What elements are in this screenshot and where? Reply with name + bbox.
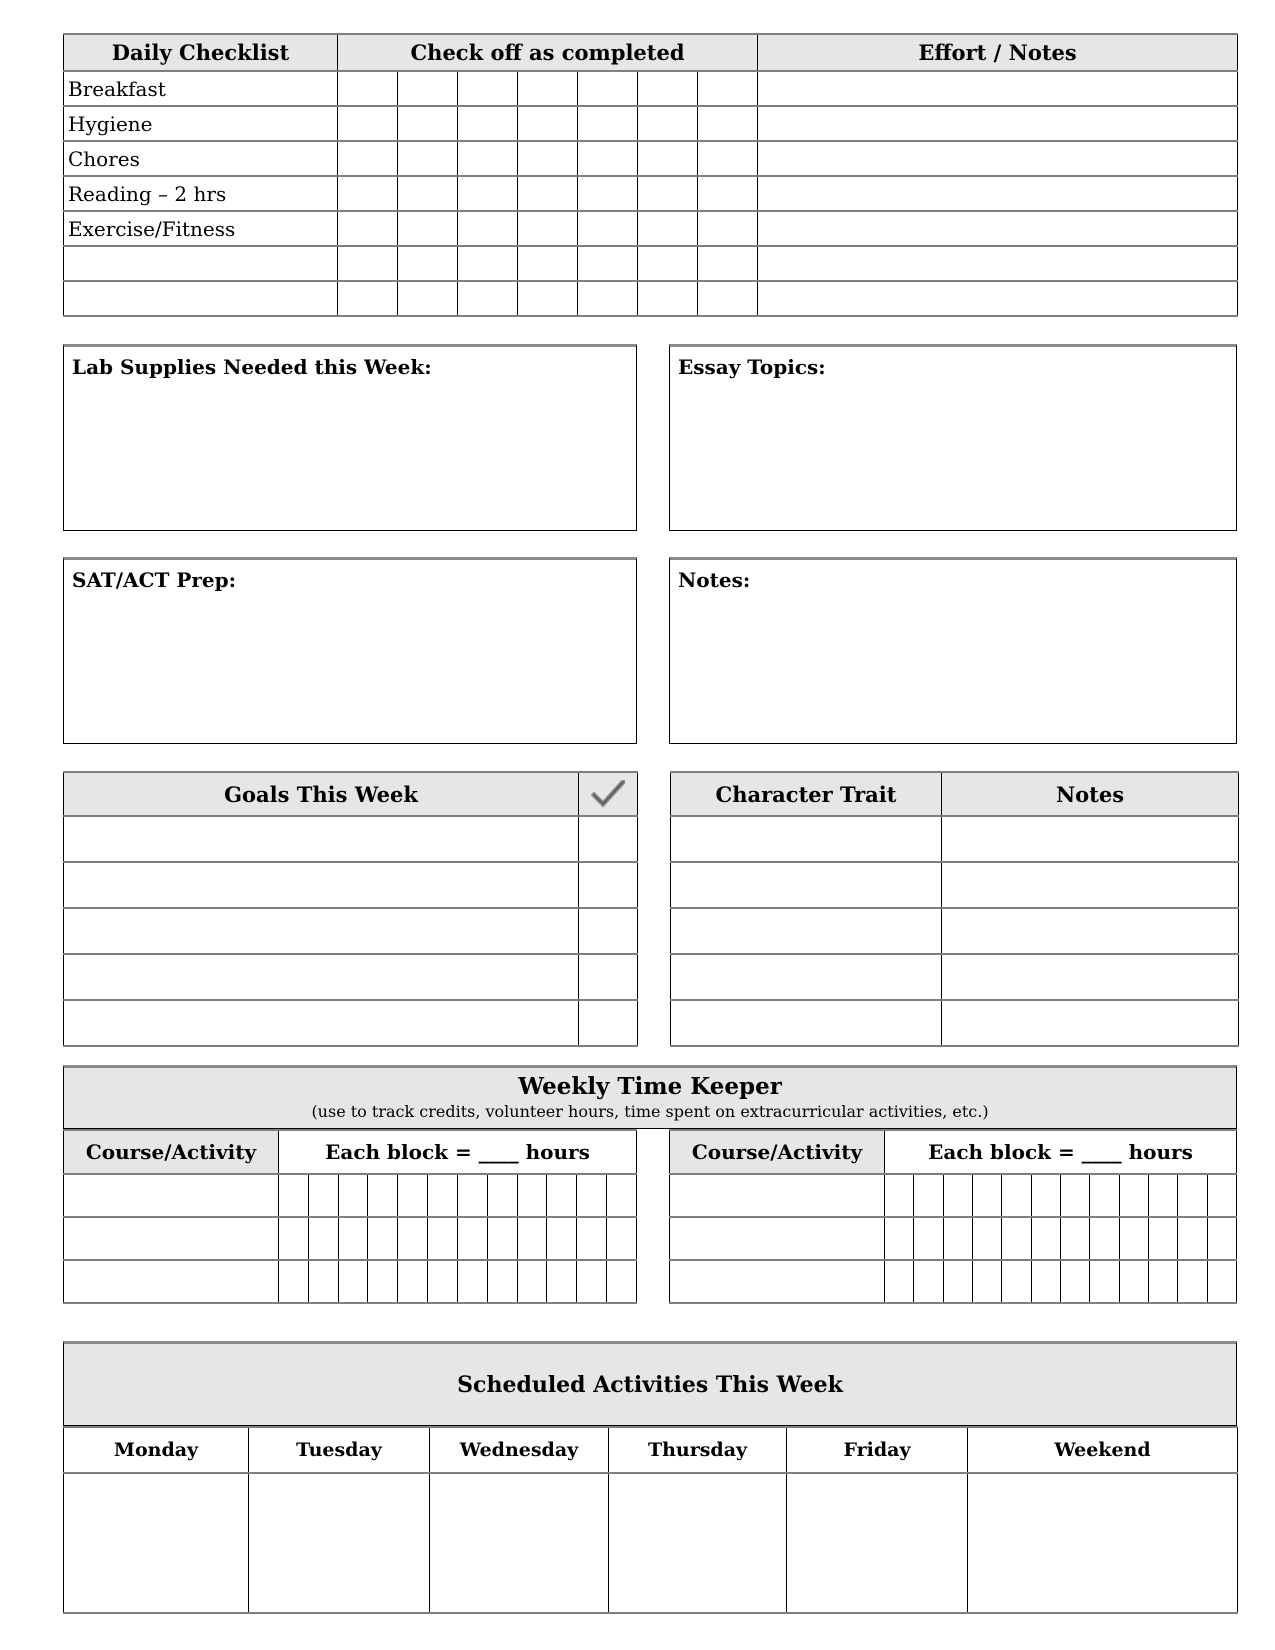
time-block-cell[interactable] — [972, 1217, 1001, 1260]
daily-checklist-table — [63, 33, 1238, 317]
time-block-cell[interactable] — [885, 1260, 914, 1303]
notes-title: Notes: — [678, 568, 751, 592]
check-cell[interactable] — [638, 246, 698, 281]
check-cell[interactable] — [338, 106, 398, 141]
course-cell[interactable] — [670, 1217, 885, 1260]
each-block-header: Each block = ____ hours — [885, 1130, 1237, 1174]
day-header-monday: Monday — [64, 1427, 249, 1473]
check-cell[interactable] — [638, 141, 698, 176]
check-cell[interactable] — [398, 246, 458, 281]
time-keeper-subtitle: (use to track credits, volunteer hours, time spent on extracurricular activities, etc.) — [311, 1102, 989, 1121]
checklist-item-label: Reading – 2 hrs — [64, 176, 338, 211]
check-cell[interactable] — [698, 71, 758, 106]
trait-cell[interactable] — [671, 954, 942, 1000]
lab-supplies-title: Lab Supplies Needed this Week: — [72, 355, 432, 379]
time-block-cell[interactable] — [577, 1217, 607, 1260]
time-keeper-title: Weekly Time Keeper — [518, 1073, 782, 1100]
time-block-cell[interactable] — [487, 1260, 517, 1303]
day-activities-cell[interactable] — [787, 1473, 968, 1613]
time-block-cell[interactable] — [487, 1217, 517, 1260]
time-block-cell[interactable] — [308, 1217, 338, 1260]
day-activities-cell[interactable] — [968, 1473, 1238, 1613]
scheduled-activities-table — [63, 1426, 1238, 1614]
check-cell[interactable] — [338, 246, 398, 281]
check-cell[interactable] — [458, 71, 518, 106]
course-activity-header: Course/Activity — [670, 1130, 885, 1174]
course-cell[interactable] — [64, 1174, 279, 1217]
check-cell[interactable] — [698, 106, 758, 141]
check-cell[interactable] — [518, 246, 578, 281]
time-block-cell[interactable] — [398, 1260, 428, 1303]
time-block-cell[interactable] — [1002, 1217, 1031, 1260]
check-cell[interactable] — [458, 106, 518, 141]
essay-topics-box[interactable] — [669, 344, 1237, 531]
time-keeper-right — [669, 1129, 1237, 1304]
check-cell[interactable] — [518, 141, 578, 176]
time-block-cell[interactable] — [457, 1217, 487, 1260]
daily-checklist-title: Daily Checklist — [64, 34, 338, 71]
time-block-cell[interactable] — [1119, 1260, 1148, 1303]
check-cell[interactable] — [458, 141, 518, 176]
course-cell[interactable] — [64, 1217, 279, 1260]
time-block-cell[interactable] — [1090, 1217, 1119, 1260]
time-block-cell[interactable] — [368, 1217, 398, 1260]
goal-cell[interactable] — [64, 908, 579, 954]
effort-notes-cell[interactable] — [758, 141, 1238, 176]
time-block-cell[interactable] — [914, 1260, 943, 1303]
check-cell[interactable] — [518, 106, 578, 141]
time-block-cell[interactable] — [1178, 1260, 1207, 1303]
check-cell[interactable] — [458, 281, 518, 316]
goal-cell[interactable] — [64, 1000, 579, 1046]
time-block-cell[interactable] — [607, 1174, 637, 1217]
trait-cell[interactable] — [671, 816, 942, 862]
time-block-cell[interactable] — [1031, 1174, 1060, 1217]
check-cell[interactable] — [518, 71, 578, 106]
time-block-cell[interactable] — [338, 1260, 368, 1303]
check-cell[interactable] — [578, 246, 638, 281]
time-block-cell[interactable] — [279, 1217, 309, 1260]
time-block-cell[interactable] — [885, 1217, 914, 1260]
check-cell[interactable] — [698, 211, 758, 246]
time-block-cell[interactable] — [1002, 1260, 1031, 1303]
time-block-cell[interactable] — [428, 1174, 458, 1217]
check-cell[interactable] — [578, 106, 638, 141]
check-cell[interactable] — [518, 176, 578, 211]
time-block-cell[interactable] — [1207, 1260, 1236, 1303]
time-block-cell[interactable] — [1002, 1174, 1031, 1217]
check-cell[interactable] — [578, 176, 638, 211]
course-cell[interactable] — [64, 1260, 279, 1303]
sat-act-prep-title: SAT/ACT Prep: — [72, 568, 237, 592]
scheduled-activities-header — [63, 1341, 1237, 1426]
effort-notes-cell[interactable] — [758, 246, 1238, 281]
check-cell[interactable] — [638, 281, 698, 316]
time-block-cell[interactable] — [308, 1260, 338, 1303]
check-cell[interactable] — [458, 246, 518, 281]
day-header-friday: Friday — [787, 1427, 968, 1473]
day-activities-cell[interactable] — [249, 1473, 430, 1613]
checklist-item-label: Hygiene — [64, 106, 338, 141]
effort-notes-cell[interactable] — [758, 106, 1238, 141]
day-activities-cell[interactable] — [64, 1473, 249, 1613]
time-block-cell[interactable] — [1060, 1217, 1089, 1260]
planner-page — [63, 0, 1237, 1614]
time-block-cell[interactable] — [577, 1260, 607, 1303]
trait-cell[interactable] — [671, 908, 942, 954]
checklist-item-blank-label[interactable] — [64, 246, 338, 281]
time-block-cell[interactable] — [1060, 1260, 1089, 1303]
time-block-cell[interactable] — [279, 1174, 309, 1217]
goal-cell[interactable] — [64, 862, 579, 908]
check-cell[interactable] — [578, 141, 638, 176]
goal-check-cell[interactable] — [579, 816, 638, 862]
day-header-weekend: Weekend — [968, 1427, 1238, 1473]
check-cell[interactable] — [578, 281, 638, 316]
time-block-cell[interactable] — [428, 1217, 458, 1260]
time-block-cell[interactable] — [517, 1260, 547, 1303]
check-cell[interactable] — [458, 176, 518, 211]
trait-notes-cell[interactable] — [942, 1000, 1239, 1046]
time-block-cell[interactable] — [1119, 1217, 1148, 1260]
check-cell[interactable] — [578, 211, 638, 246]
time-block-cell[interactable] — [1178, 1174, 1207, 1217]
time-block-cell[interactable] — [547, 1174, 577, 1217]
check-cell[interactable] — [338, 281, 398, 316]
time-block-cell[interactable] — [517, 1174, 547, 1217]
course-cell[interactable] — [670, 1260, 885, 1303]
goal-check-cell[interactable] — [579, 862, 638, 908]
time-block-cell[interactable] — [517, 1217, 547, 1260]
each-block-header: Each block = ____ hours — [279, 1130, 637, 1174]
check-cell[interactable] — [698, 141, 758, 176]
time-block-cell[interactable] — [1031, 1217, 1060, 1260]
effort-notes-cell[interactable] — [758, 176, 1238, 211]
time-block-cell[interactable] — [943, 1217, 972, 1260]
check-cell[interactable] — [338, 211, 398, 246]
check-cell[interactable] — [518, 211, 578, 246]
checkoff-header: Check off as completed — [338, 34, 758, 71]
check-cell[interactable] — [638, 106, 698, 141]
check-cell[interactable] — [398, 211, 458, 246]
trait-cell[interactable] — [671, 862, 942, 908]
time-block-cell[interactable] — [308, 1174, 338, 1217]
time-block-cell[interactable] — [457, 1260, 487, 1303]
time-block-cell[interactable] — [547, 1260, 577, 1303]
checklist-item-label: Breakfast — [64, 71, 338, 106]
sat-act-prep-box[interactable] — [63, 557, 637, 744]
check-cell[interactable] — [338, 176, 398, 211]
time-block-cell[interactable] — [885, 1174, 914, 1217]
day-header-wednesday: Wednesday — [430, 1427, 609, 1473]
trait-notes-cell[interactable] — [942, 816, 1239, 862]
checklist-item-blank-label[interactable] — [64, 281, 338, 316]
time-block-cell[interactable] — [577, 1174, 607, 1217]
check-cell[interactable] — [398, 141, 458, 176]
check-cell[interactable] — [638, 176, 698, 211]
time-block-cell[interactable] — [1090, 1260, 1119, 1303]
check-cell[interactable] — [698, 246, 758, 281]
time-block-cell[interactable] — [398, 1217, 428, 1260]
trait-cell[interactable] — [671, 1000, 942, 1046]
goals-table — [63, 771, 638, 1047]
time-block-cell[interactable] — [338, 1174, 368, 1217]
time-block-cell[interactable] — [1207, 1174, 1236, 1217]
day-activities-cell[interactable] — [430, 1473, 609, 1613]
check-cell[interactable] — [698, 281, 758, 316]
character-notes-header: Notes — [942, 772, 1239, 816]
time-block-cell[interactable] — [914, 1174, 943, 1217]
goal-check-cell[interactable] — [579, 908, 638, 954]
time-block-cell[interactable] — [1060, 1174, 1089, 1217]
effort-notes-cell[interactable] — [758, 281, 1238, 316]
trait-notes-cell[interactable] — [942, 954, 1239, 1000]
goal-cell[interactable] — [64, 954, 579, 1000]
time-block-cell[interactable] — [914, 1217, 943, 1260]
time-block-cell[interactable] — [972, 1174, 1001, 1217]
time-block-cell[interactable] — [279, 1260, 309, 1303]
day-activities-cell[interactable] — [609, 1473, 787, 1613]
course-cell[interactable] — [670, 1174, 885, 1217]
time-block-cell[interactable] — [1031, 1260, 1060, 1303]
check-cell[interactable] — [398, 281, 458, 316]
check-cell[interactable] — [638, 71, 698, 106]
goal-check-cell[interactable] — [579, 954, 638, 1000]
checklist-item-label: Chores — [64, 141, 338, 176]
character-trait-table — [670, 771, 1239, 1047]
check-cell[interactable] — [458, 211, 518, 246]
time-keeper-header — [63, 1065, 1237, 1129]
time-block-cell[interactable] — [1207, 1217, 1236, 1260]
effort-notes-header: Effort / Notes — [758, 34, 1238, 71]
check-cell[interactable] — [338, 141, 398, 176]
course-activity-header: Course/Activity — [64, 1130, 279, 1174]
check-cell[interactable] — [638, 211, 698, 246]
check-cell[interactable] — [338, 71, 398, 106]
time-block-cell[interactable] — [943, 1260, 972, 1303]
time-block-cell[interactable] — [457, 1174, 487, 1217]
time-block-cell[interactable] — [428, 1260, 458, 1303]
goals-title: Goals This Week — [64, 772, 579, 816]
day-header-thursday: Thursday — [609, 1427, 787, 1473]
time-block-cell[interactable] — [1148, 1260, 1177, 1303]
time-block-cell[interactable] — [338, 1217, 368, 1260]
character-trait-header: Character Trait — [671, 772, 942, 816]
goals-check-header — [579, 772, 638, 816]
goal-cell[interactable] — [64, 816, 579, 862]
time-block-cell[interactable] — [943, 1174, 972, 1217]
time-block-cell[interactable] — [1090, 1174, 1119, 1217]
time-block-cell[interactable] — [972, 1260, 1001, 1303]
time-block-cell[interactable] — [607, 1217, 637, 1260]
trait-notes-cell[interactable] — [942, 908, 1239, 954]
check-cell[interactable] — [398, 176, 458, 211]
goal-check-cell[interactable] — [579, 1000, 638, 1046]
checklist-item-label: Exercise/Fitness — [64, 211, 338, 246]
time-keeper-left — [63, 1129, 637, 1304]
check-cell[interactable] — [398, 106, 458, 141]
time-block-cell[interactable] — [1148, 1217, 1177, 1260]
check-cell[interactable] — [698, 176, 758, 211]
time-block-cell[interactable] — [1119, 1174, 1148, 1217]
time-block-cell[interactable] — [398, 1174, 428, 1217]
effort-notes-cell[interactable] — [758, 71, 1238, 106]
check-cell[interactable] — [398, 71, 458, 106]
time-block-cell[interactable] — [1148, 1174, 1177, 1217]
time-block-cell[interactable] — [368, 1260, 398, 1303]
time-block-cell[interactable] — [487, 1174, 517, 1217]
essay-topics-title: Essay Topics: — [678, 355, 826, 379]
scheduled-activities-title: Scheduled Activities This Week — [457, 1371, 843, 1398]
time-block-cell[interactable] — [368, 1174, 398, 1217]
trait-notes-cell[interactable] — [942, 862, 1239, 908]
check-cell[interactable] — [578, 71, 638, 106]
check-cell[interactable] — [518, 281, 578, 316]
time-block-cell[interactable] — [1178, 1217, 1207, 1260]
effort-notes-cell[interactable] — [758, 211, 1238, 246]
day-header-tuesday: Tuesday — [249, 1427, 430, 1473]
lab-supplies-box[interactable] — [63, 344, 637, 531]
time-block-cell[interactable] — [607, 1260, 637, 1303]
notes-box[interactable] — [669, 557, 1237, 744]
checkmark-icon — [591, 780, 625, 808]
time-block-cell[interactable] — [547, 1217, 577, 1260]
